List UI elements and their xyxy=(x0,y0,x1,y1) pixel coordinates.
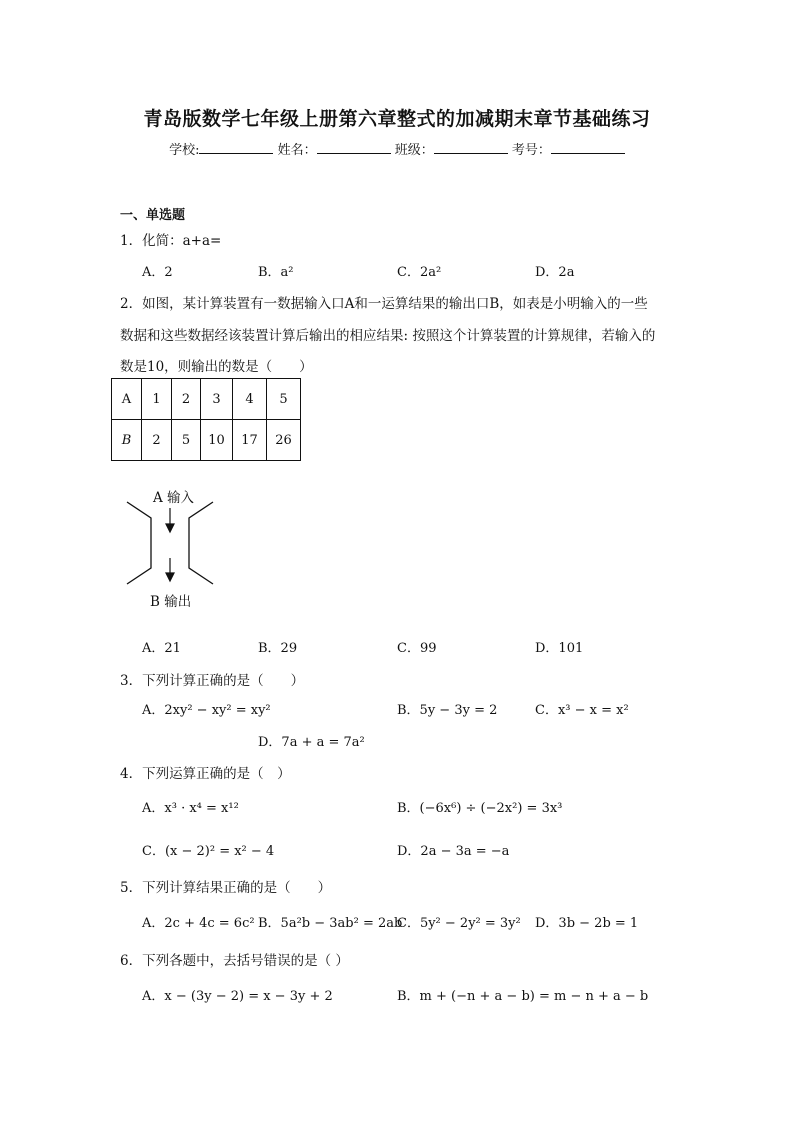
q1-option-a: A．2 xyxy=(142,265,173,280)
q6-stem: 6．下列各题中，去括号错误的是（ ） xyxy=(120,953,349,969)
table-cell: 4 xyxy=(233,379,267,420)
q2-stem-line2: 数据和这些数据经该装置计算后输出的相应结果: 按照这个计算装置的计算规律，若输入的 xyxy=(120,328,656,344)
q3-option-a: A．2xy² − xy² = xy² xyxy=(142,703,271,718)
q4-option-c: C．(x − 2)² = x² − 4 xyxy=(142,844,275,859)
q2-option-a: A．21 xyxy=(142,641,181,656)
page-title: 青岛版数学七年级上册第六章整式的加减期末章节基础练习 xyxy=(143,108,651,130)
name-label: 姓名： xyxy=(277,143,317,158)
q3-stem: 3．下列计算正确的是（ ） xyxy=(120,673,305,689)
table-row xyxy=(112,379,301,420)
student-info-line xyxy=(0,139,794,158)
table-cell: 17 xyxy=(233,420,267,461)
school-blank[interactable] xyxy=(199,142,273,154)
table-cell: 2 xyxy=(172,379,201,420)
arrow-icon xyxy=(166,508,174,581)
q3-option-d: D．7a + a = 7a² xyxy=(258,735,365,750)
table-cell: A xyxy=(112,379,142,420)
table-row xyxy=(112,420,301,461)
q2-stem-line3: 数是10，则输出的数是（ ） xyxy=(120,359,313,375)
io-table xyxy=(111,378,301,461)
table-cell: 3 xyxy=(201,379,233,420)
q1-option-c: C．2a² xyxy=(397,265,442,280)
class-blank[interactable] xyxy=(434,142,508,154)
q2-option-c: C．99 xyxy=(397,641,437,656)
q1-stem: 1．化简：a+a= xyxy=(120,233,222,249)
q5-option-b: B．5a²b − 3ab² = 2ab xyxy=(258,916,403,931)
table-cell: 10 xyxy=(201,420,233,461)
q5-option-d: D．3b − 2b = 1 xyxy=(535,916,639,931)
q6-option-a: A．x − (3y − 2) = x − 3y + 2 xyxy=(142,989,333,1004)
table-cell: 2 xyxy=(142,420,172,461)
q4-option-b: B．(−6x⁶) ÷ (−2x²) = 3x³ xyxy=(397,801,563,816)
table-cell: B xyxy=(112,420,142,461)
q2-option-b: B．29 xyxy=(258,641,298,656)
q1-option-d: D．2a xyxy=(535,265,575,280)
table-cell: 5 xyxy=(267,379,301,420)
q4-stem: 4．下列运算正确的是（ ） xyxy=(120,766,291,782)
school-label: 学校: xyxy=(169,143,200,158)
q2-stem-line1: 2．如图，某计算装置有一数据输入口A和一运算结果的输出口B，如表是小明输入的一些 xyxy=(120,296,648,312)
q5-option-a: A．2c + 4c = 6c² xyxy=(142,916,255,931)
q3-option-b: B．5y − 3y = 2 xyxy=(397,703,498,718)
name-blank[interactable] xyxy=(317,142,391,154)
input-label: A 输入 xyxy=(153,490,195,506)
q3-option-c: C．x³ − x = x² xyxy=(535,703,629,718)
table-cell: 1 xyxy=(142,379,172,420)
q2-option-d: D．101 xyxy=(535,641,584,656)
q5-stem: 5．下列计算结果正确的是（ ） xyxy=(120,880,332,896)
output-label: B 输出 xyxy=(150,594,192,610)
table-cell: 26 xyxy=(267,420,301,461)
section-heading: 一、单选题 xyxy=(120,208,186,223)
table-cell: 5 xyxy=(172,420,201,461)
q1-option-b: B．a² xyxy=(258,265,294,280)
q6-option-b: B．m + (−n + a − b) = m − n + a − b xyxy=(397,989,649,1004)
q4-option-a: A．x³ · x⁴ = x¹² xyxy=(142,801,239,816)
q4-option-d: D．2a − 3a = −a xyxy=(397,844,510,859)
number-label: 考号： xyxy=(511,143,551,158)
class-label: 班级： xyxy=(394,143,434,158)
q5-option-c: C．5y² − 2y² = 3y² xyxy=(397,916,521,931)
number-blank[interactable] xyxy=(551,142,625,154)
